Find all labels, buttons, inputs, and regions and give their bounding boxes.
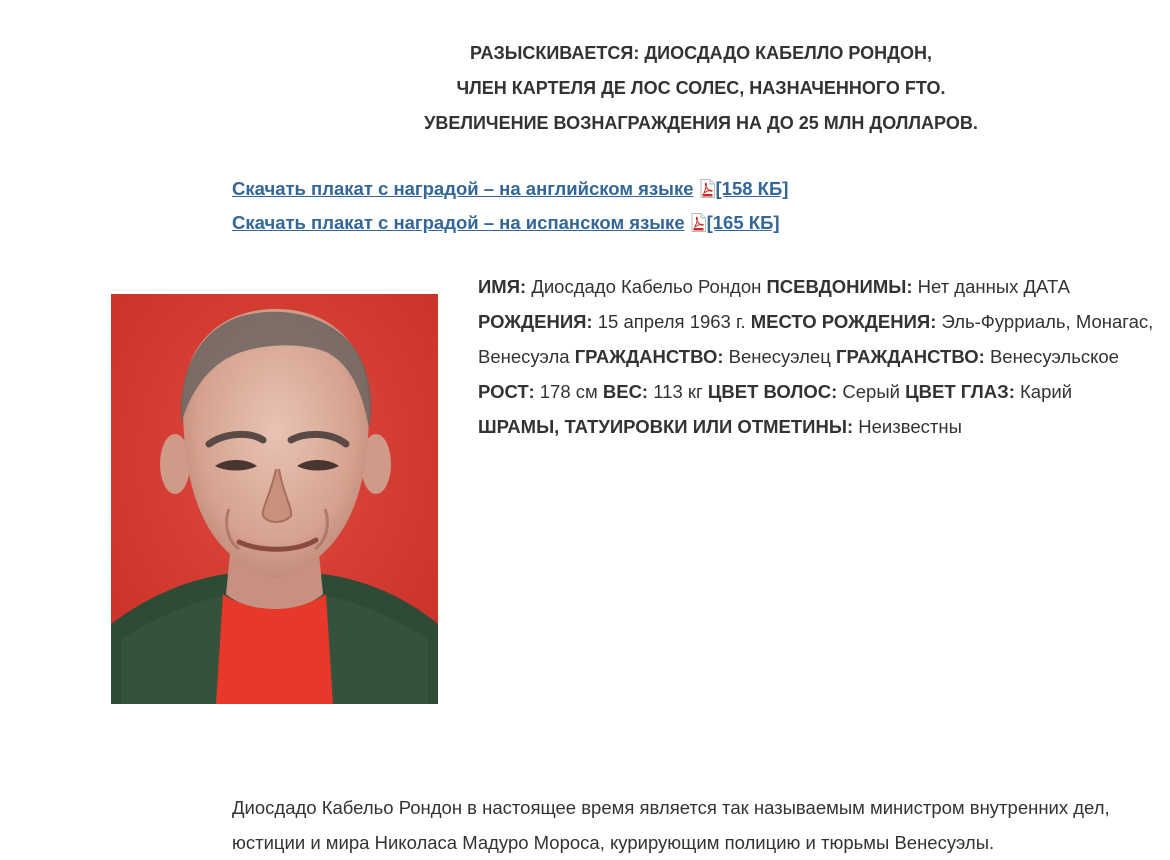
bio-paragraph: Диосдадо Кабельо Рондон в настоящее время является так называемым министром внутренних дел, юстиции и мира Николаса Мадуро Мороса, курирующим полицию и тюрьмы Венесуэлы. (232, 797, 1110, 853)
dob-label-part1: ДАТА (1023, 276, 1070, 297)
download-spanish-poster-label[interactable]: Скачать плакат с наградой – на испанском языке (232, 212, 685, 233)
dob-value: 15 апреля 1963 г. (597, 311, 746, 332)
height-value: 178 см (539, 381, 598, 402)
marks-value: Неизвестны (858, 416, 962, 437)
download-spanish-poster-size[interactable]: [165 КБ] (706, 212, 780, 233)
aliases-label: ПСЕВДОНИМЫ: (766, 276, 913, 297)
pdf-icon (700, 179, 715, 198)
headline-line-2: ЧЛЕН КАРТЕЛЯ ДЕ ЛОС СОЛЕС, НАЗНАЧЕННОГО FTO. (456, 78, 946, 98)
name-value: Диосдадо Кабельо Рондон (531, 276, 762, 297)
page-headline (232, 36, 1170, 141)
headline-line-1: РАЗЫСКИВАЕТСЯ: ДИОСДАДО КАБЕЛЛО РОНДОН, (470, 43, 932, 63)
weight-value: 113 кг (653, 381, 703, 402)
marks-label: ШРАМЫ, ТАТУИРОВКИ ИЛИ ОТМЕТИНЫ: (478, 416, 854, 437)
pdf-icon (691, 213, 706, 232)
download-english-poster-size[interactable]: [158 КБ] (715, 178, 789, 199)
download-spanish-poster-link[interactable] (232, 206, 788, 240)
pob-value: Эль-Фурриаль, Монагас, Венесуэла (478, 311, 1154, 367)
citizenship-value-2: Венесуэльское (989, 346, 1119, 367)
height-label: РОСТ: (478, 381, 535, 402)
headline-line-3: УВЕЛИЧЕНИЕ ВОЗНАГРАЖДЕНИЯ НА ДО 25 МЛН ДОЛЛАРОВ. (424, 113, 978, 133)
download-english-poster-link[interactable] (232, 172, 788, 206)
download-links (232, 172, 788, 240)
citizenship-label-1: ГРАЖДАНСТВО: (574, 346, 724, 367)
dob-label-part2: РОЖДЕНИЯ: (478, 311, 593, 332)
suspect-photo (111, 294, 438, 704)
suspect-details (478, 269, 1158, 444)
weight-label: ВЕС: (602, 381, 649, 402)
eye-color-value: Карий (1020, 381, 1073, 402)
aliases-value: Нет данных (917, 276, 1019, 297)
name-label: ИМЯ: (478, 276, 527, 297)
suspect-portrait-image (111, 294, 438, 704)
hair-color-label: ЦВЕТ ВОЛОС: (707, 381, 838, 402)
citizenship-value-1: Венесуэлец (728, 346, 831, 367)
pob-label: МЕСТО РОЖДЕНИЯ: (750, 311, 937, 332)
hair-color-value: Серый (842, 381, 900, 402)
eye-color-label: ЦВЕТ ГЛАЗ: (905, 381, 1015, 402)
download-english-poster-label[interactable]: Скачать плакат с наградой – на английском языке (232, 178, 694, 199)
citizenship-label-2: ГРАЖДАНСТВО: (835, 346, 985, 367)
